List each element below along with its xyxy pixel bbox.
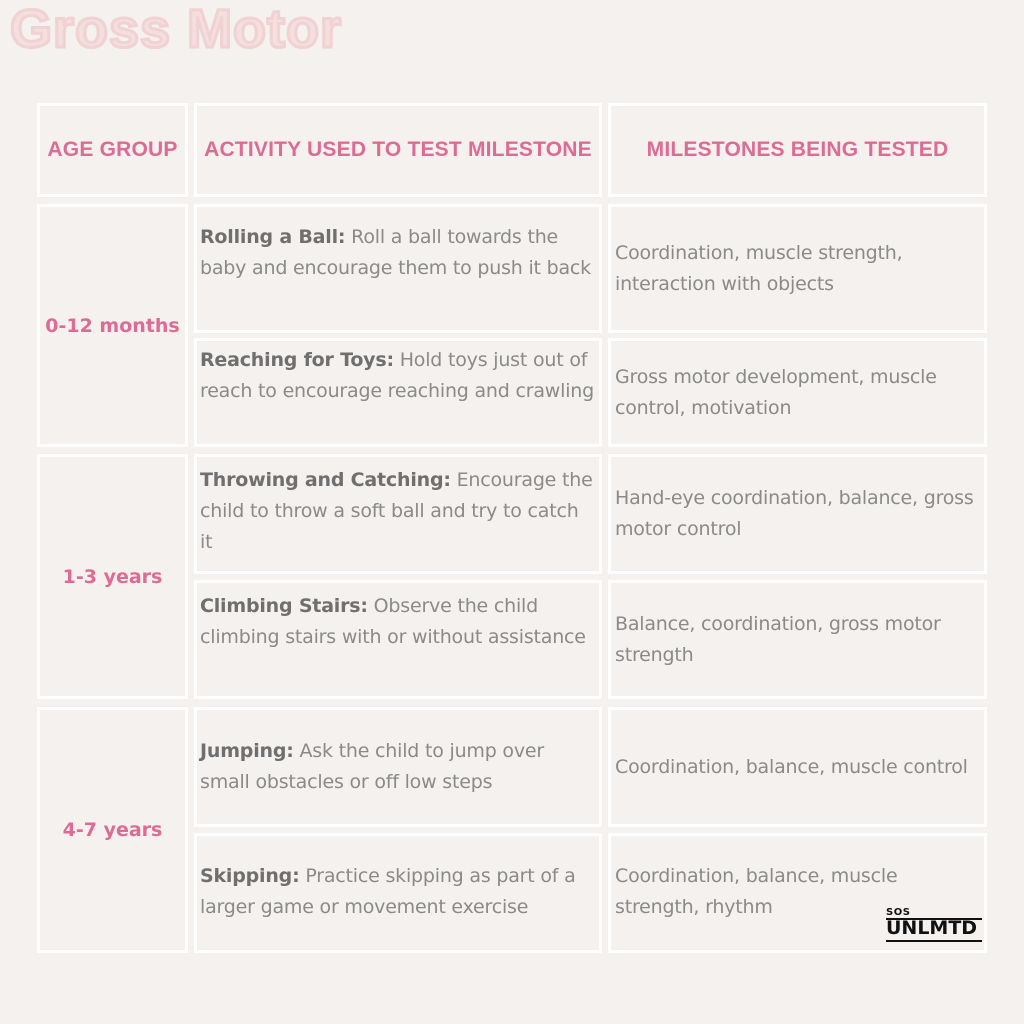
milestone-cell: Coordination, muscle strength, interaction with objects xyxy=(608,204,987,333)
milestone-cell: Hand-eye coordination, balance, gross motor control xyxy=(608,454,987,574)
sos-unlmtd-logo xyxy=(884,907,984,943)
activity-name: Skipping: xyxy=(200,865,300,887)
activity-cell xyxy=(194,707,602,827)
header-activity: ACTIVITY USED TO TEST MILESTONE xyxy=(194,103,602,197)
activity-cell xyxy=(194,580,602,699)
activity-name: Throwing and Catching: xyxy=(200,469,451,491)
activity-description: Roll a ball towards the baby and encourage them to push it back xyxy=(200,226,591,279)
page-title: Gross Motor xyxy=(10,0,343,59)
header-age-group: AGE GROUP xyxy=(37,103,188,197)
activity-name: Climbing Stairs: xyxy=(200,595,368,617)
activity-description: Practice skipping as part of a larger game or movement exercise xyxy=(200,865,576,918)
age-group-cell: 0-12 months xyxy=(37,204,188,447)
age-group-cell: 4-7 years xyxy=(37,707,188,953)
logo-small-text: SOS xyxy=(886,907,911,918)
milestone-cell: Coordination, balance, muscle control xyxy=(608,707,987,827)
milestone-cell: Balance, coordination, gross motor strength xyxy=(608,580,987,699)
activity-cell xyxy=(194,833,602,953)
logo-bottom-rule xyxy=(886,940,982,942)
activity-description: Ask the child to jump over small obstacles or off low steps xyxy=(200,740,544,793)
activity-cell xyxy=(194,204,602,333)
age-group-cell: 1-3 years xyxy=(37,454,188,699)
milestone-cell: Coordination, balance, muscle strength, rhythm xyxy=(608,833,987,953)
milestone-cell: Gross motor development, muscle control, motivation xyxy=(608,338,987,447)
activity-description: Observe the child climbing stairs with or without assistance xyxy=(200,595,586,648)
activity-name: Jumping: xyxy=(200,740,294,762)
activity-description: Encourage the child to throw a soft ball and try to catch it xyxy=(200,469,593,553)
activity-description: Hold toys just out of reach to encourage reaching and crawling xyxy=(200,349,594,402)
activity-cell xyxy=(194,454,602,574)
activity-name: Rolling a Ball: xyxy=(200,226,346,248)
activity-cell xyxy=(194,338,602,447)
activity-name: Reaching for Toys: xyxy=(200,349,394,371)
header-milestones: MILESTONES BEING TESTED xyxy=(608,103,987,197)
logo-big-text: UNLMTD xyxy=(886,917,978,939)
